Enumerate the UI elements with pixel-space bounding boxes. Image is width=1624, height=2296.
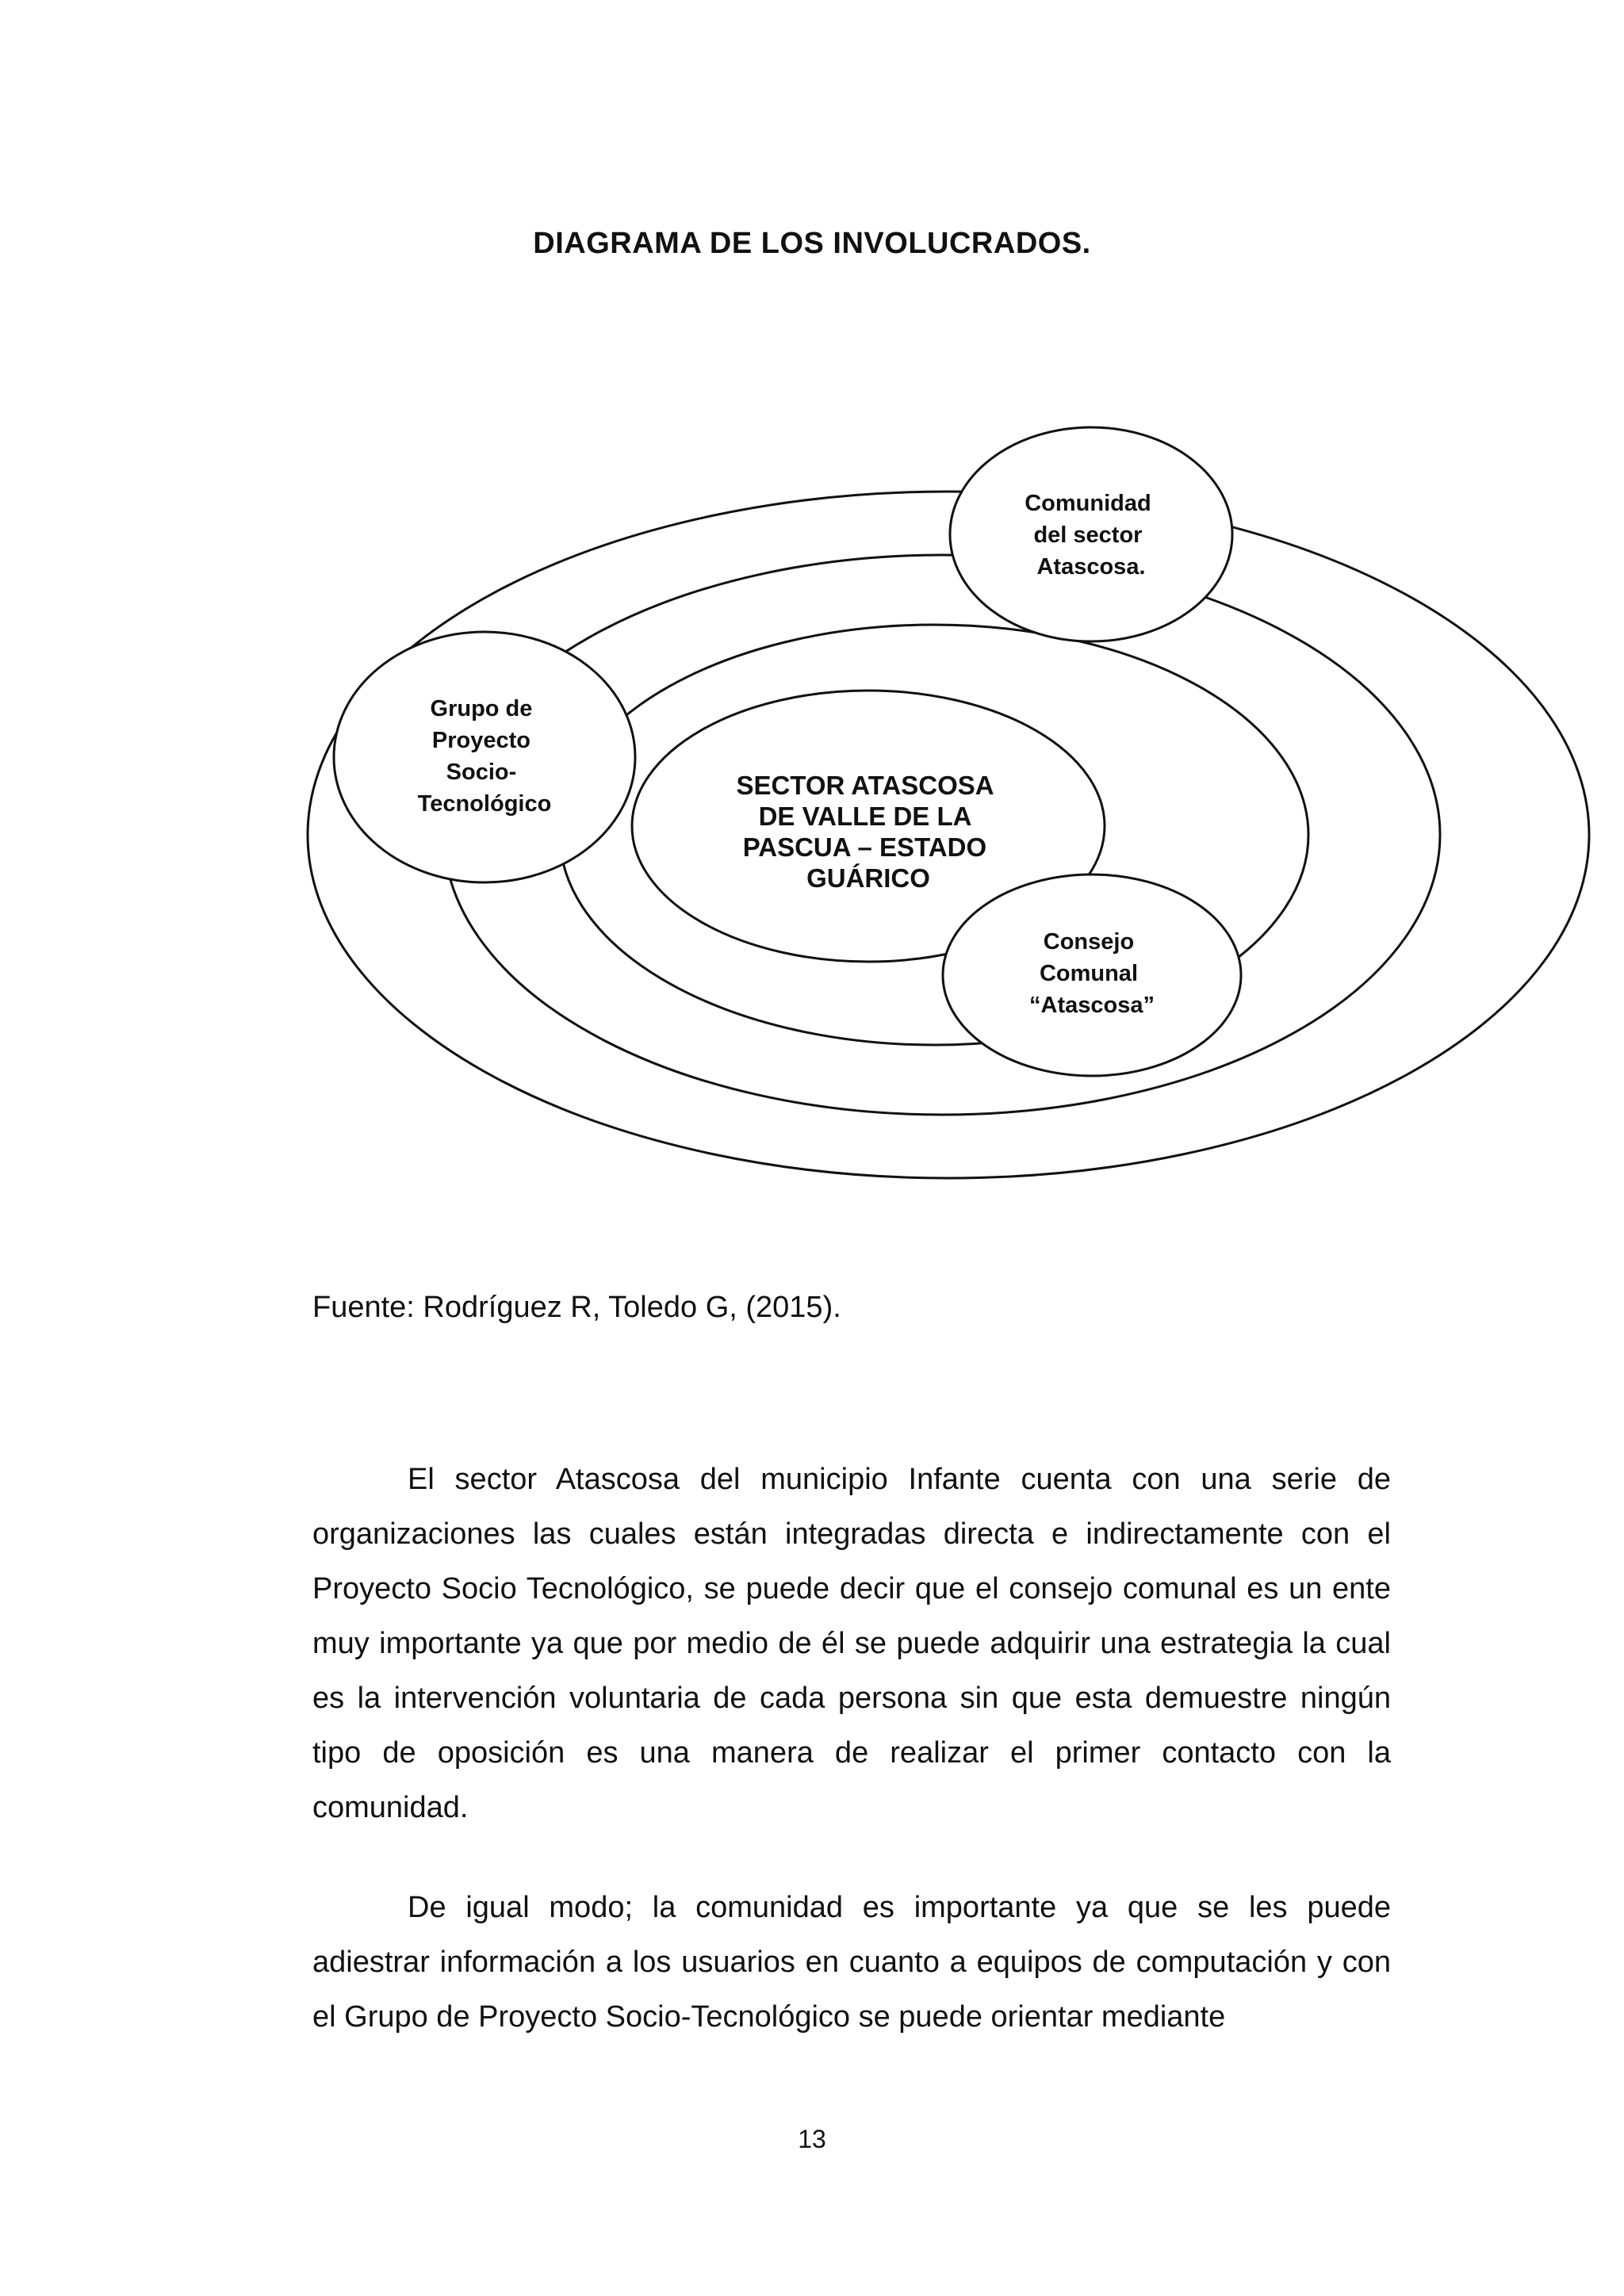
comunidad-label [1025,491,1158,580]
paragraph-text: El sector Atascosa del municipio Infante cuenta con una serie de organizaciones las cuales están integradas directa e indirectamente con el Proyecto Socio Tecnológico, se puede decir que el consejo comunal es un ente muy importante ya que por medio de él se puede adquirir una estrategia la cual es la intervención voluntaria de cada persona sin que esta demuestre ningún tipo de oposición es una manera de realizar el primer contacto con la comunidad. [312,1463,1391,1824]
grupo-label-line: Tecnológico [417,791,552,817]
body-paragraph-1 [312,1452,1391,1835]
grupo-circle [334,632,635,882]
comunidad-label-line: Atascosa. [1036,554,1146,580]
consejo-label-line: “Atascosa” [1029,993,1155,1018]
consejo-label [1029,929,1155,1018]
center-label-line: PASCUA – ESTADO [742,832,987,862]
consejo-label-line: Comunal [1039,961,1138,986]
center-label-line: GUÁRICO [806,863,930,893]
consejo-label-line: Consejo [1043,929,1135,955]
center-label-line: SECTOR ATASCOSA [736,771,994,800]
grupo-label-line: Socio- [446,760,517,785]
page-number: 13 [798,2125,826,2153]
body-paragraph-2 [312,1881,1391,2045]
grupo-label-line: Proyecto [431,728,531,753]
page-title: DIAGRAMA DE LOS INVOLUCRADOS. [533,227,1091,260]
figure-source: Fuente: Rodríguez R, Toledo G, (2015). [312,1291,841,1324]
comunidad-label-line: del sector [1033,522,1143,548]
comunidad-label-line: Comunidad [1025,491,1151,516]
grupo-label-line: Grupo de [430,696,533,721]
center-label-line: DE VALLE DE LA [758,802,971,831]
paragraph-text: De igual modo; la comunidad es importante ya que se les puede adiestrar información a los usuarios en cuanto a equipos de computación y con el Grupo de Proyecto Socio-Tecnológico se puede orientar mediante [312,1891,1391,2034]
